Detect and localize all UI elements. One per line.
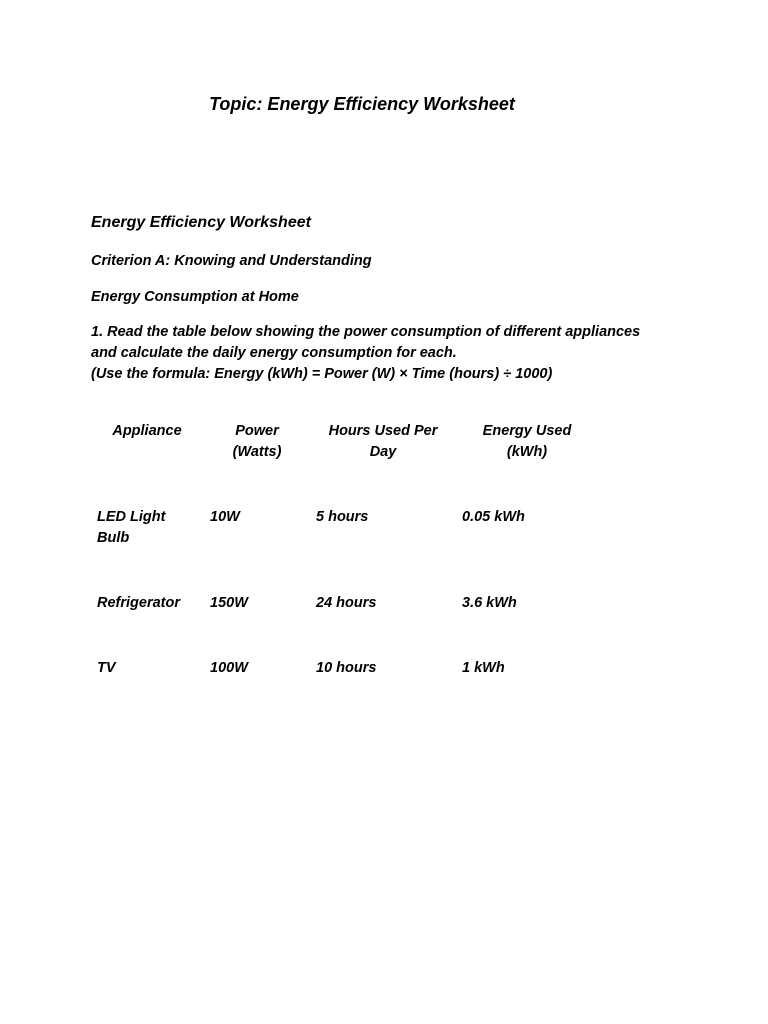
table-row-1-appliance: [97, 507, 202, 548]
appliance-name-line-1: LED Light: [97, 509, 166, 525]
table-row-3-hours: 10 hours: [316, 660, 377, 676]
header-hours-line-2: Day: [369, 443, 397, 460]
header-power-line-2: (Watts): [232, 443, 282, 460]
table-row-2-energy: 3.6 kWh: [462, 595, 517, 611]
instructions-line-2: and calculate the daily energy consumption for each.: [91, 345, 457, 361]
header-appliance: [100, 421, 194, 442]
header-energy-line-2: (kWh): [506, 443, 548, 460]
section-heading: Energy Consumption at Home: [91, 289, 299, 305]
table-row-1-energy: 0.05 kWh: [462, 509, 525, 525]
header-hours-line-1: Hours Used Per: [328, 423, 438, 439]
table-row-1-hours: 5 hours: [316, 509, 369, 525]
header-power-line-1: Power: [235, 423, 279, 439]
worksheet-heading: Energy Efficiency Worksheet: [91, 214, 311, 231]
table-row-2-power: 150W: [210, 595, 248, 611]
instructions-formula: (Use the formula: Energy (kWh) = Power (W) × Time (hours) ÷ 1000): [91, 366, 553, 382]
table-row-2-appliance: Refrigerator: [97, 595, 180, 611]
header-energy: [467, 421, 587, 462]
instructions-line-1: 1. Read the table below showing the power consumption of different appliances: [91, 324, 641, 340]
table-row-3-appliance: TV: [97, 660, 116, 676]
criterion-heading: Criterion A: Knowing and Understanding: [91, 253, 372, 269]
header-power: [212, 421, 302, 462]
table-row-3-power: 100W: [210, 660, 248, 676]
page-title: Topic: Energy Efficiency Worksheet: [209, 94, 515, 114]
header-energy-line-1: Energy Used: [482, 423, 572, 439]
table-row-1-power: 10W: [210, 509, 240, 525]
table-row-2-hours: 24 hours: [316, 595, 377, 611]
header-appliance-text: Appliance: [112, 423, 182, 439]
header-hours: [318, 421, 448, 462]
appliance-name-line-2: Bulb: [97, 529, 130, 546]
table-row-3-energy: 1 kWh: [462, 660, 505, 676]
